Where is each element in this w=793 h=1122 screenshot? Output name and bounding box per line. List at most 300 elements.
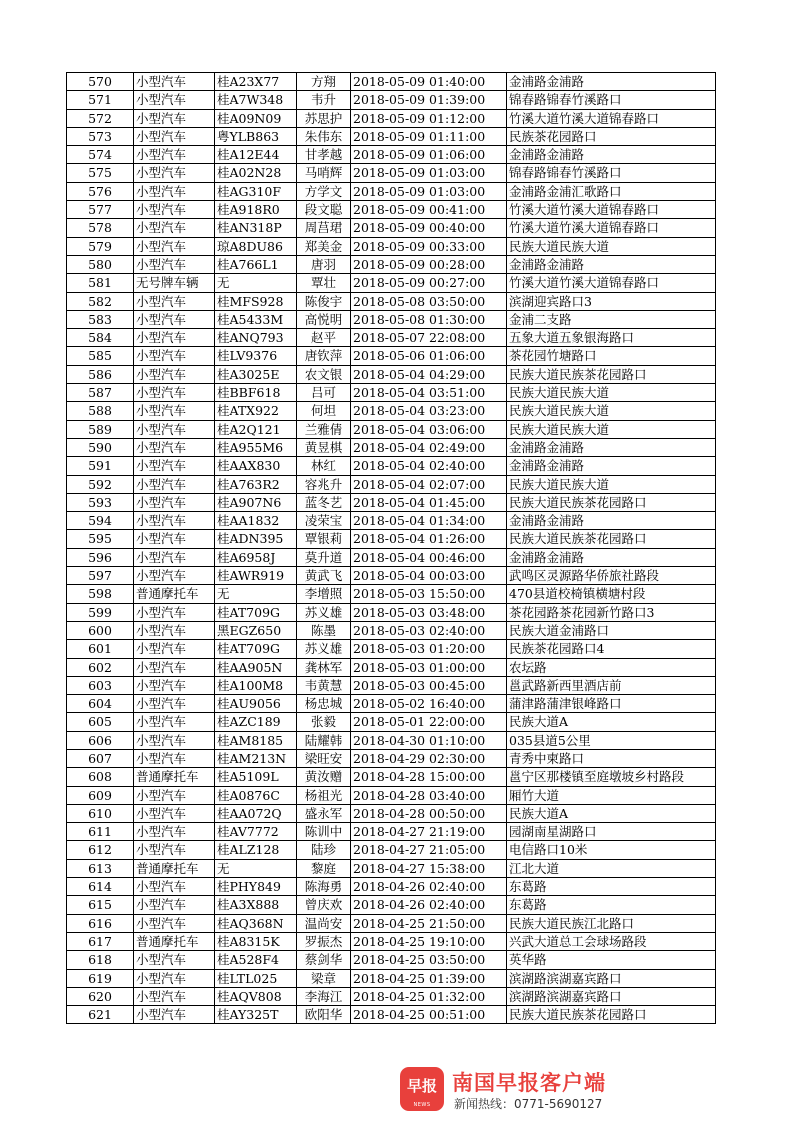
plate-number-cell: 桂AA905N	[215, 658, 297, 676]
driver-name-cell: 黎庭	[297, 859, 351, 877]
violation-time-cell: 2018-04-26 02:40:00	[351, 878, 507, 896]
location-cell: 武鸣区灵源路华侨旅社路段	[507, 567, 716, 585]
driver-name-cell: 杨忠城	[297, 695, 351, 713]
vehicle-type-cell: 小型汽车	[134, 621, 215, 639]
record-number-cell: 594	[67, 512, 134, 530]
plate-number-cell: 桂A09N09	[215, 109, 297, 127]
location-cell: 东葛路	[507, 878, 716, 896]
violation-time-cell: 2018-04-27 15:38:00	[351, 859, 507, 877]
plate-number-cell: 桂AAX830	[215, 457, 297, 475]
record-number-cell: 591	[67, 457, 134, 475]
table-row	[67, 658, 716, 676]
violation-time-cell: 2018-05-09 01:12:00	[351, 109, 507, 127]
table-row	[67, 749, 716, 767]
plate-number-cell: 桂AA1832	[215, 512, 297, 530]
driver-name-cell: 容兆升	[297, 475, 351, 493]
table-row	[67, 420, 716, 438]
violation-time-cell: 2018-05-09 01:06:00	[351, 146, 507, 164]
location-cell: 民族大道民族大道	[507, 475, 716, 493]
vehicle-type-cell: 小型汽车	[134, 420, 215, 438]
record-number-cell: 573	[67, 127, 134, 145]
vehicle-type-cell: 小型汽车	[134, 182, 215, 200]
driver-name-cell: 方翔	[297, 73, 351, 91]
vehicle-type-cell: 小型汽车	[134, 786, 215, 804]
plate-number-cell: 桂A23X77	[215, 73, 297, 91]
vehicle-type-cell: 小型汽车	[134, 603, 215, 621]
newspaper-logo-icon	[400, 1067, 444, 1111]
plate-number-cell: 桂A8315K	[215, 932, 297, 950]
location-cell: 民族大道A	[507, 713, 716, 731]
driver-name-cell: 郑美金	[297, 237, 351, 255]
driver-name-cell: 甘孝越	[297, 146, 351, 164]
records-table	[66, 72, 716, 1024]
violation-time-cell: 2018-05-09 00:40:00	[351, 219, 507, 237]
violation-time-cell: 2018-05-04 03:23:00	[351, 402, 507, 420]
record-number-cell: 588	[67, 402, 134, 420]
location-cell: 民族大道民族大道	[507, 420, 716, 438]
location-cell: 青秀中柬路口	[507, 749, 716, 767]
record-number-cell: 607	[67, 749, 134, 767]
location-cell: 民族大道民族茶花园路口	[507, 530, 716, 548]
record-number-cell: 603	[67, 676, 134, 694]
location-cell: 邕宁区那楼镇至庭墩坡乡村路段	[507, 768, 716, 786]
driver-name-cell: 唐羽	[297, 255, 351, 273]
driver-name-cell: 唐钦萍	[297, 347, 351, 365]
plate-number-cell: 桂A528F4	[215, 951, 297, 969]
plate-number-cell: 桂A6958J	[215, 548, 297, 566]
table-row	[67, 91, 716, 109]
driver-name-cell: 陆珍	[297, 841, 351, 859]
violation-time-cell: 2018-05-04 01:26:00	[351, 530, 507, 548]
vehicle-type-cell: 小型汽车	[134, 438, 215, 456]
record-number-cell: 620	[67, 987, 134, 1005]
violation-time-cell: 2018-04-28 15:00:00	[351, 768, 507, 786]
logo-text: 早报	[406, 1077, 437, 1095]
violation-time-cell: 2018-05-04 02:49:00	[351, 438, 507, 456]
driver-name-cell: 段文聪	[297, 201, 351, 219]
driver-name-cell: 韦黄慧	[297, 676, 351, 694]
driver-name-cell: 苏义雄	[297, 640, 351, 658]
location-cell: 滨湖迎宾路口3	[507, 292, 716, 310]
driver-name-cell: 马哨辉	[297, 164, 351, 182]
location-cell: 东葛路	[507, 896, 716, 914]
plate-number-cell: 桂AZC189	[215, 713, 297, 731]
table-row	[67, 640, 716, 658]
location-cell: 江北大道	[507, 859, 716, 877]
vehicle-type-cell: 小型汽车	[134, 493, 215, 511]
location-cell: 茶花园路茶花园新竹路口3	[507, 603, 716, 621]
driver-name-cell: 黄昱棋	[297, 438, 351, 456]
driver-name-cell: 覃壮	[297, 274, 351, 292]
driver-name-cell: 李海江	[297, 987, 351, 1005]
violation-time-cell: 2018-05-04 00:03:00	[351, 567, 507, 585]
violation-time-cell: 2018-05-09 01:03:00	[351, 164, 507, 182]
vehicle-type-cell: 小型汽车	[134, 804, 215, 822]
table-row	[67, 292, 716, 310]
table-row	[67, 402, 716, 420]
table-row	[67, 969, 716, 987]
plate-number-cell: 桂A7W348	[215, 91, 297, 109]
vehicle-type-cell: 小型汽车	[134, 457, 215, 475]
location-cell: 民族大道民族江北路口	[507, 914, 716, 932]
vehicle-type-cell: 小型汽车	[134, 1006, 215, 1024]
violation-time-cell: 2018-04-27 21:19:00	[351, 823, 507, 841]
vehicle-type-cell: 小型汽车	[134, 73, 215, 91]
record-number-cell: 611	[67, 823, 134, 841]
vehicle-type-cell: 小型汽车	[134, 896, 215, 914]
record-number-cell: 586	[67, 365, 134, 383]
vehicle-type-cell: 普通摩托车	[134, 859, 215, 877]
table-row	[67, 951, 716, 969]
table-row	[67, 676, 716, 694]
vehicle-type-cell: 小型汽车	[134, 841, 215, 859]
record-number-cell: 613	[67, 859, 134, 877]
plate-number-cell: 桂AN318P	[215, 219, 297, 237]
table-row	[67, 109, 716, 127]
location-cell: 金浦路金浦路	[507, 438, 716, 456]
violation-time-cell: 2018-05-01 22:00:00	[351, 713, 507, 731]
plate-number-cell: 桂A3025E	[215, 365, 297, 383]
driver-name-cell: 曾庆欢	[297, 896, 351, 914]
location-cell: 金浦路金浦路	[507, 255, 716, 273]
violation-time-cell: 2018-05-04 01:34:00	[351, 512, 507, 530]
driver-name-cell: 苏思护	[297, 109, 351, 127]
vehicle-type-cell: 小型汽车	[134, 201, 215, 219]
table-row	[67, 530, 716, 548]
record-number-cell: 582	[67, 292, 134, 310]
record-number-cell: 577	[67, 201, 134, 219]
violation-time-cell: 2018-05-09 01:11:00	[351, 127, 507, 145]
table-row	[67, 841, 716, 859]
table-row	[67, 347, 716, 365]
vehicle-type-cell: 普通摩托车	[134, 932, 215, 950]
plate-number-cell: 桂AT709G	[215, 640, 297, 658]
record-number-cell: 609	[67, 786, 134, 804]
vehicle-type-cell: 小型汽车	[134, 475, 215, 493]
plate-number-cell: 桂LTL025	[215, 969, 297, 987]
location-cell: 金浦路金浦路	[507, 548, 716, 566]
vehicle-type-cell: 小型汽车	[134, 548, 215, 566]
table-row	[67, 585, 716, 603]
table-row	[67, 823, 716, 841]
driver-name-cell: 赵平	[297, 329, 351, 347]
table-row	[67, 475, 716, 493]
vehicle-type-cell: 小型汽车	[134, 384, 215, 402]
location-cell: 金浦路金浦汇歌路口	[507, 182, 716, 200]
record-number-cell: 587	[67, 384, 134, 402]
location-cell: 金浦路金浦路	[507, 146, 716, 164]
driver-name-cell: 温尚安	[297, 914, 351, 932]
plate-number-cell: 桂A763R2	[215, 475, 297, 493]
location-cell: 厢竹大道	[507, 786, 716, 804]
driver-name-cell: 杨祖光	[297, 786, 351, 804]
location-cell: 民族大道民族大道	[507, 384, 716, 402]
vehicle-type-cell: 小型汽车	[134, 695, 215, 713]
vehicle-type-cell: 小型汽车	[134, 292, 215, 310]
plate-number-cell: 桂AY325T	[215, 1006, 297, 1024]
vehicle-type-cell: 小型汽车	[134, 914, 215, 932]
plate-number-cell: 桂AWR919	[215, 567, 297, 585]
plate-number-cell: 琼A8DU86	[215, 237, 297, 255]
location-cell: 金浦路金浦路	[507, 73, 716, 91]
location-cell: 竹溪大道竹溪大道锦春路口	[507, 201, 716, 219]
vehicle-type-cell: 小型汽车	[134, 127, 215, 145]
violation-time-cell: 2018-05-03 03:48:00	[351, 603, 507, 621]
vehicle-type-cell: 小型汽车	[134, 91, 215, 109]
location-cell: 民族茶花园路口4	[507, 640, 716, 658]
violation-time-cell: 2018-05-08 01:30:00	[351, 310, 507, 328]
location-cell: 锦春路锦春竹溪路口	[507, 164, 716, 182]
driver-name-cell: 盛永军	[297, 804, 351, 822]
vehicle-type-cell: 小型汽车	[134, 329, 215, 347]
plate-number-cell: 桂AM213N	[215, 749, 297, 767]
violation-time-cell: 2018-05-04 03:51:00	[351, 384, 507, 402]
record-number-cell: 574	[67, 146, 134, 164]
plate-number-cell: 桂AQV808	[215, 987, 297, 1005]
vehicle-type-cell: 小型汽车	[134, 676, 215, 694]
violation-time-cell: 2018-04-25 19:10:00	[351, 932, 507, 950]
plate-number-cell: 桂LV9376	[215, 347, 297, 365]
record-number-cell: 579	[67, 237, 134, 255]
violation-time-cell: 2018-05-09 01:40:00	[351, 73, 507, 91]
violation-time-cell: 2018-05-03 01:20:00	[351, 640, 507, 658]
violation-time-cell: 2018-05-07 22:08:00	[351, 329, 507, 347]
violation-time-cell: 2018-05-09 00:41:00	[351, 201, 507, 219]
table-row	[67, 457, 716, 475]
violation-time-cell: 2018-04-26 02:40:00	[351, 896, 507, 914]
violation-time-cell: 2018-05-08 03:50:00	[351, 292, 507, 310]
plate-number-cell: 桂AG310F	[215, 182, 297, 200]
violation-time-cell: 2018-05-09 00:33:00	[351, 237, 507, 255]
table-row	[67, 384, 716, 402]
location-cell: 民族茶花园路口	[507, 127, 716, 145]
table-row	[67, 365, 716, 383]
table-row	[67, 201, 716, 219]
plate-number-cell: 桂A955M6	[215, 438, 297, 456]
violation-time-cell: 2018-05-04 01:45:00	[351, 493, 507, 511]
violation-time-cell: 2018-05-09 00:28:00	[351, 255, 507, 273]
location-cell: 竹溪大道竹溪大道锦春路口	[507, 219, 716, 237]
location-cell: 锦春路锦春竹溪路口	[507, 91, 716, 109]
plate-number-cell: 桂PHY849	[215, 878, 297, 896]
table-row	[67, 127, 716, 145]
violation-time-cell: 2018-04-25 01:32:00	[351, 987, 507, 1005]
vehicle-type-cell: 小型汽车	[134, 567, 215, 585]
record-number-cell: 570	[67, 73, 134, 91]
vehicle-type-cell: 小型汽车	[134, 969, 215, 987]
table-row	[67, 859, 716, 877]
driver-name-cell: 黄汝赠	[297, 768, 351, 786]
record-number-cell: 593	[67, 493, 134, 511]
driver-name-cell: 龚林军	[297, 658, 351, 676]
driver-name-cell: 李增照	[297, 585, 351, 603]
plate-number-cell: 桂A766L1	[215, 255, 297, 273]
record-number-cell: 584	[67, 329, 134, 347]
vehicle-type-cell: 小型汽车	[134, 640, 215, 658]
plate-number-cell: 桂AM8185	[215, 731, 297, 749]
record-number-cell: 589	[67, 420, 134, 438]
location-cell: 金浦路金浦路	[507, 512, 716, 530]
table-row	[67, 932, 716, 950]
driver-name-cell: 方学文	[297, 182, 351, 200]
plate-number-cell: 桂A0876C	[215, 786, 297, 804]
record-number-cell: 580	[67, 255, 134, 273]
table-row	[67, 310, 716, 328]
record-number-cell: 600	[67, 621, 134, 639]
vehicle-type-cell: 小型汽车	[134, 255, 215, 273]
driver-name-cell: 莫升道	[297, 548, 351, 566]
table-row	[67, 548, 716, 566]
location-cell: 民族大道民族茶花园路口	[507, 493, 716, 511]
violation-time-cell: 2018-05-04 03:06:00	[351, 420, 507, 438]
driver-name-cell: 凌荣宝	[297, 512, 351, 530]
logo-subtext: NEWS	[413, 1102, 431, 1108]
vehicle-type-cell: 小型汽车	[134, 146, 215, 164]
driver-name-cell: 陈墨	[297, 621, 351, 639]
violation-time-cell: 2018-05-06 01:06:00	[351, 347, 507, 365]
vehicle-type-cell: 小型汽车	[134, 219, 215, 237]
record-number-cell: 605	[67, 713, 134, 731]
location-cell: 英华路	[507, 951, 716, 969]
driver-name-cell: 苏义雄	[297, 603, 351, 621]
vehicle-type-cell: 普通摩托车	[134, 768, 215, 786]
table-row	[67, 182, 716, 200]
record-number-cell: 616	[67, 914, 134, 932]
driver-name-cell: 陈海勇	[297, 878, 351, 896]
violation-time-cell: 2018-04-25 03:50:00	[351, 951, 507, 969]
vehicle-type-cell: 小型汽车	[134, 365, 215, 383]
plate-number-cell: 桂A100M8	[215, 676, 297, 694]
driver-name-cell: 朱伟东	[297, 127, 351, 145]
table-row	[67, 713, 716, 731]
driver-name-cell: 黄武飞	[297, 567, 351, 585]
driver-name-cell: 何坦	[297, 402, 351, 420]
table-row	[67, 914, 716, 932]
violation-time-cell: 2018-05-09 01:03:00	[351, 182, 507, 200]
location-cell: 农坛路	[507, 658, 716, 676]
violation-time-cell: 2018-04-28 00:50:00	[351, 804, 507, 822]
driver-name-cell: 覃银莉	[297, 530, 351, 548]
vehicle-type-cell: 小型汽车	[134, 530, 215, 548]
location-cell: 园湖南星湖路口	[507, 823, 716, 841]
violation-time-cell: 2018-04-25 21:50:00	[351, 914, 507, 932]
driver-name-cell: 韦升	[297, 91, 351, 109]
table-row	[67, 219, 716, 237]
driver-name-cell: 吕可	[297, 384, 351, 402]
plate-number-cell: 桂A12E44	[215, 146, 297, 164]
table-row	[67, 146, 716, 164]
table-row	[67, 438, 716, 456]
record-number-cell: 583	[67, 310, 134, 328]
record-number-cell: 610	[67, 804, 134, 822]
vehicle-type-cell: 小型汽车	[134, 164, 215, 182]
plate-number-cell: 粤YLB863	[215, 127, 297, 145]
record-number-cell: 595	[67, 530, 134, 548]
record-number-cell: 621	[67, 1006, 134, 1024]
driver-name-cell: 农文银	[297, 365, 351, 383]
vehicle-type-cell: 小型汽车	[134, 749, 215, 767]
driver-name-cell: 梁章	[297, 969, 351, 987]
violation-time-cell: 2018-05-09 00:27:00	[351, 274, 507, 292]
vehicle-type-cell: 小型汽车	[134, 347, 215, 365]
location-cell: 民族大道民族大道	[507, 402, 716, 420]
driver-name-cell: 罗振杰	[297, 932, 351, 950]
plate-number-cell: 桂AV7772	[215, 823, 297, 841]
table-row	[67, 621, 716, 639]
table-row	[67, 237, 716, 255]
record-number-cell: 601	[67, 640, 134, 658]
plate-number-cell: 桂BBF618	[215, 384, 297, 402]
news-hotline: 新闻热线：0771-5690127	[454, 1097, 603, 1111]
violation-time-cell: 2018-05-04 04:29:00	[351, 365, 507, 383]
plate-number-cell: 桂MFS928	[215, 292, 297, 310]
driver-name-cell: 林红	[297, 457, 351, 475]
vehicle-type-cell: 小型汽车	[134, 402, 215, 420]
record-number-cell: 615	[67, 896, 134, 914]
table-row	[67, 987, 716, 1005]
table-row	[67, 274, 716, 292]
table-row	[67, 731, 716, 749]
plate-number-cell: 桂A02N28	[215, 164, 297, 182]
location-cell: 民族大道民族茶花园路口	[507, 365, 716, 383]
table-row	[67, 512, 716, 530]
vehicle-type-cell: 小型汽车	[134, 512, 215, 530]
record-number-cell: 599	[67, 603, 134, 621]
record-number-cell: 602	[67, 658, 134, 676]
record-number-cell: 612	[67, 841, 134, 859]
driver-name-cell: 周莒珺	[297, 219, 351, 237]
plate-number-cell: 桂AQ368N	[215, 914, 297, 932]
table-row	[67, 695, 716, 713]
violation-time-cell: 2018-04-27 21:05:00	[351, 841, 507, 859]
driver-name-cell: 陈俊宇	[297, 292, 351, 310]
table-row	[67, 878, 716, 896]
table-row	[67, 768, 716, 786]
location-cell: 竹溪大道竹溪大道锦春路口	[507, 274, 716, 292]
table-row	[67, 804, 716, 822]
record-number-cell: 618	[67, 951, 134, 969]
record-number-cell: 581	[67, 274, 134, 292]
violation-time-cell: 2018-05-03 15:50:00	[351, 585, 507, 603]
location-cell: 兴武大道总工会球场路段	[507, 932, 716, 950]
plate-number-cell: 桂ADN395	[215, 530, 297, 548]
table-row	[67, 164, 716, 182]
violation-time-cell: 2018-04-30 01:10:00	[351, 731, 507, 749]
vehicle-type-cell: 小型汽车	[134, 109, 215, 127]
location-cell: 470县道校椅镇横塘村段	[507, 585, 716, 603]
location-cell: 竹溪大道竹溪大道锦春路口	[507, 109, 716, 127]
record-number-cell: 597	[67, 567, 134, 585]
location-cell: 035县道5公里	[507, 731, 716, 749]
vehicle-type-cell: 普通摩托车	[134, 585, 215, 603]
record-number-cell: 571	[67, 91, 134, 109]
record-number-cell: 604	[67, 695, 134, 713]
violation-time-cell: 2018-05-03 01:00:00	[351, 658, 507, 676]
footer-brand	[400, 1067, 660, 1113]
record-number-cell: 608	[67, 768, 134, 786]
record-number-cell: 578	[67, 219, 134, 237]
record-number-cell: 590	[67, 438, 134, 456]
plate-number-cell: 桂ATX922	[215, 402, 297, 420]
violation-time-cell: 2018-05-02 16:40:00	[351, 695, 507, 713]
location-cell: 滨湖路滨湖嘉宾路口	[507, 987, 716, 1005]
plate-number-cell: 桂AT709G	[215, 603, 297, 621]
driver-name-cell: 梁旺安	[297, 749, 351, 767]
plate-number-cell: 桂A3X888	[215, 896, 297, 914]
violation-time-cell: 2018-05-03 02:40:00	[351, 621, 507, 639]
vehicle-type-cell: 无号牌车辆	[134, 274, 215, 292]
table-row	[67, 567, 716, 585]
